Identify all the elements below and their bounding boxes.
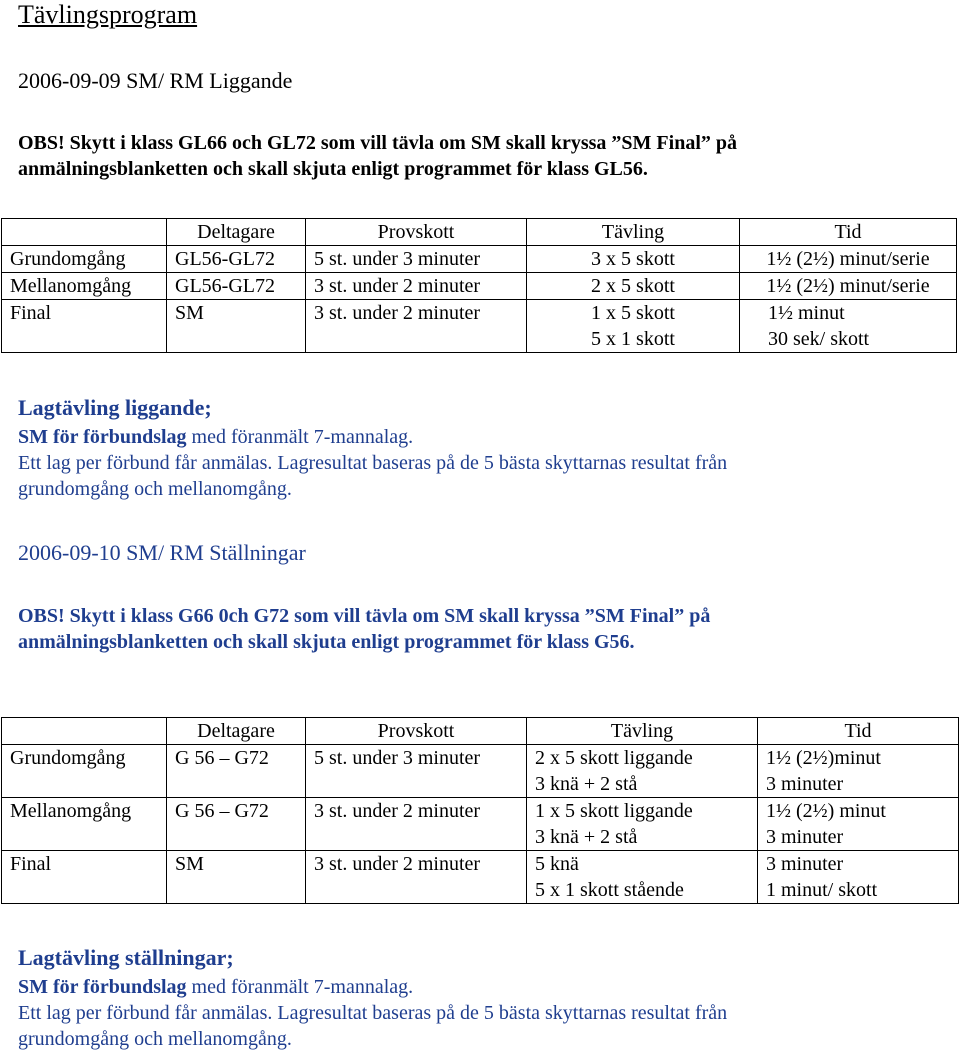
section1-team-line3: grundomgång och mellanomgång.	[18, 478, 292, 500]
cell-line: 1 x 5 skott liggande	[535, 800, 693, 822]
section1-obs-line1: OBS! Skytt i klass GL66 och GL72 som vill tävla om SM skall kryssa ”SM Final” på	[18, 132, 737, 154]
section1-team-line1	[18, 424, 413, 450]
table-cell	[167, 745, 306, 798]
table-cell: Grundomgång	[2, 246, 167, 273]
table-cell	[527, 745, 758, 798]
header-cell: Provskott	[306, 219, 527, 246]
table-cell	[758, 798, 959, 851]
table-row	[2, 745, 959, 798]
cell-line: 5 knä	[535, 853, 579, 875]
page-title: Tävlingsprogram	[18, 0, 198, 29]
cell-line: 5 x 1 skott	[591, 328, 675, 350]
table-cell	[2, 798, 167, 851]
header-cell	[2, 718, 167, 745]
section1-program-table	[1, 218, 957, 353]
table-cell	[167, 851, 306, 904]
section2-team-line3: grundomgång och mellanomgång.	[18, 1028, 292, 1050]
table-cell: GL56-GL72	[167, 273, 306, 300]
table-cell	[740, 300, 957, 353]
section2-obs-line1: OBS! Skytt i klass G66 0ch G72 som vill tävla om SM skall kryssa ”SM Final” på	[18, 605, 711, 627]
cell-line: 3 st. under 2 minuter	[314, 302, 481, 324]
cell-line: 30 sek/ skott	[768, 328, 870, 350]
table-cell	[306, 745, 527, 798]
table-row	[2, 851, 959, 904]
header-cell: Provskott	[306, 718, 527, 745]
header-cell: Tävling	[527, 219, 740, 246]
section2-team-line2: Ett lag per förbund får anmälas. Lagresultat baseras på de 5 bästa skyttarnas resultat från	[18, 1002, 728, 1024]
cell-line: Final	[10, 853, 52, 875]
table-cell	[167, 300, 306, 353]
cell-line: 1½ (2½) minut	[766, 800, 886, 822]
header-cell: Deltagare	[167, 219, 306, 246]
table-cell: 1½ (2½) minut/serie	[740, 246, 957, 273]
section1-team-line2: Ett lag per förbund får anmälas. Lagresultat baseras på de 5 bästa skyttarnas resultat från	[18, 452, 728, 474]
section1-team-heading: Lagtävling liggande;	[18, 395, 212, 420]
table-cell: 1½ (2½) minut/serie	[740, 273, 957, 300]
table-row	[2, 273, 957, 300]
header-cell: Tid	[740, 219, 957, 246]
table-cell	[527, 300, 740, 353]
cell-line: G 56 – G72	[175, 800, 269, 822]
table-cell: 5 st. under 3 minuter	[306, 246, 527, 273]
cell-line: 3 minuter	[766, 773, 844, 795]
table-row	[2, 798, 959, 851]
cell-line: Final	[10, 302, 52, 324]
table-cell	[306, 851, 527, 904]
cell-line: Mellanomgång	[10, 800, 132, 822]
header-cell: Deltagare	[167, 718, 306, 745]
table-cell: 2 x 5 skott	[527, 273, 740, 300]
cell-line: 3 minuter	[766, 826, 844, 848]
table-row	[2, 246, 957, 273]
cell-line: G 56 – G72	[175, 747, 269, 769]
cell-line: 1½ minut	[768, 302, 845, 324]
table-cell	[2, 745, 167, 798]
section2-team-line1	[18, 974, 413, 1000]
table-cell	[2, 851, 167, 904]
cell-line: 1 minut/ skott	[766, 879, 878, 901]
table-cell: 3 x 5 skott	[527, 246, 740, 273]
table-cell: GL56-GL72	[167, 246, 306, 273]
team-line1-rest: med föranmält 7-mannalag.	[186, 426, 414, 448]
cell-line: 1½ (2½)minut	[766, 747, 881, 769]
team-line1-rest: med föranmält 7-mannalag.	[186, 976, 414, 998]
table-cell: 3 st. under 2 minuter	[306, 273, 527, 300]
section2-obs-line2: anmälningsblanketten och skall skjuta enligt programmet för klass G56.	[18, 631, 635, 653]
cell-line: 2 x 5 skott liggande	[535, 747, 693, 769]
section2-heading: 2006-09-10 SM/ RM Ställningar	[18, 540, 306, 565]
section1-heading: 2006-09-09 SM/ RM Liggande	[18, 68, 293, 93]
table-cell	[306, 300, 527, 353]
team-line1-bold: SM för förbundslag	[18, 976, 187, 998]
header-cell: Tävling	[527, 718, 758, 745]
cell-line: 3 st. under 2 minuter	[314, 853, 481, 875]
cell-line: SM	[175, 302, 204, 324]
cell-line: SM	[175, 853, 204, 875]
section1-obs-line2: anmälningsblanketten och skall skjuta enligt programmet för klass GL56.	[18, 158, 648, 180]
cell-line: 3 knä + 2 stå	[535, 773, 638, 795]
table-cell	[527, 798, 758, 851]
cell-line: Grundomgång	[10, 747, 126, 769]
cell-line: 5 st. under 3 minuter	[314, 747, 481, 769]
cell-line: 3 minuter	[766, 853, 844, 875]
table-cell	[527, 851, 758, 904]
table-cell	[167, 798, 306, 851]
team-line1-bold: SM för förbundslag	[18, 426, 187, 448]
header-cell	[2, 219, 167, 246]
cell-line: 1 x 5 skott	[591, 302, 675, 324]
cell-line: 5 x 1 skott stående	[535, 879, 684, 901]
table-row	[2, 300, 957, 353]
header-cell: Tid	[758, 718, 959, 745]
cell-line: 3 knä + 2 stå	[535, 826, 638, 848]
table-header-row	[2, 219, 957, 246]
section2-team-heading: Lagtävling ställningar;	[18, 945, 234, 970]
table-cell	[306, 798, 527, 851]
cell-line: 3 st. under 2 minuter	[314, 800, 481, 822]
table-cell	[758, 745, 959, 798]
table-cell	[758, 851, 959, 904]
table-cell	[2, 300, 167, 353]
table-header-row	[2, 718, 959, 745]
table-cell: Mellanomgång	[2, 273, 167, 300]
section2-program-table	[1, 717, 959, 904]
